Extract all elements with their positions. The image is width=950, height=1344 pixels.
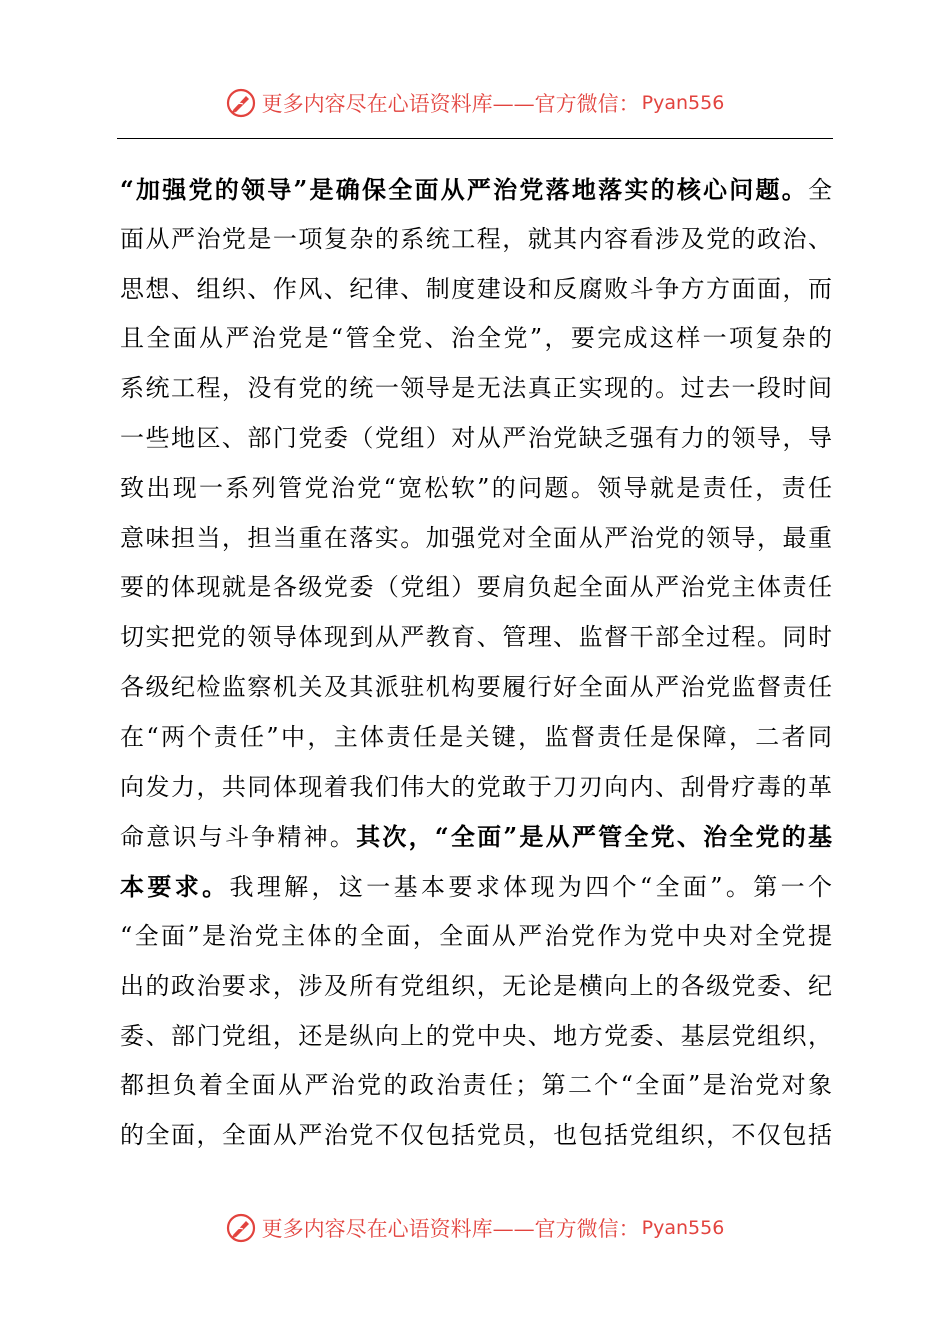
text-line [120,464,832,514]
text-line [120,763,832,813]
text-line [120,265,832,315]
text-run: 我理解，这一基本要求体现为四个“全面”。第一个 [229,873,832,902]
text-run: 致出现一系列管党治党“宽松软”的问题。领导就是责任，责任 [120,473,832,502]
text-run: “全面”是治党主体的全面，全面从严治党作为党中央对全党提 [120,921,832,950]
text-line [120,414,832,464]
header-divider [117,138,833,139]
text-run: 各级纪检监察机关及其派驻机构要履行好全面从严治党监督责任 [120,672,832,701]
text-line [120,514,832,564]
text-run: 面从严治党是一项复杂的系统工程，就其内容看涉及党的政治、 [120,224,832,253]
text-run: 且全面从严治党是“管全党、治全党”，要完成这样一项复杂的 [120,324,832,353]
text-line [120,364,832,414]
text-run: 在“两个责任”中，主体责任是关键，监督责任是保障，二者同 [120,722,832,751]
bold-text-run: 其次，“全面”是从严管全党、治全党的基 [356,822,832,852]
footer-banner [0,1203,950,1253]
text-line [120,563,832,613]
footer-banner-id: Pyan556 [641,1217,725,1239]
text-line [120,215,832,265]
pen-logo-icon [226,88,256,118]
text-line [120,663,832,713]
text-run: 都担负着全面从严治党的政治责任；第二个“全面”是治党对象 [120,1071,832,1100]
text-line [120,1111,832,1161]
text-run: 要的体现就是各级党委（党组）要肩负起全面从严治党主体责任 [120,573,832,602]
text-run: 向发力，共同体现着我们伟大的党敢于刀刃向内、刮骨疗毒的革 [120,772,832,801]
text-run: 命意识与斗争精神。 [120,823,357,852]
text-line [120,314,832,364]
text-run: 系统工程，没有党的统一领导是无法真正实现的。过去一段时间 [120,374,832,403]
text-line [120,862,832,912]
text-run: 切实把党的领导体现到从严教育、管理、监督干部全过程。同时 [120,623,832,652]
text-line [120,713,832,763]
text-run: 出的政治要求，涉及所有党组织，无论是横向上的各级党委、纪 [120,971,832,1000]
text-line [120,962,832,1012]
text-run: 全 [808,176,832,204]
text-run: 意味担当，担当重在落实。加强党对全面从严治党的领导，最重 [120,523,832,552]
header-banner-text: 更多内容尽在心语资料库——官方微信： [261,92,640,116]
bold-text-run: “加强党的领导”是确保全面从严治党落地落实的核心问题。 [120,175,808,204]
text-line [120,165,832,215]
text-run: 思想、组织、作风、纪律、制度建设和反腐败斗争方方面面，而 [120,274,832,303]
text-line [120,613,832,663]
text-line [120,912,832,962]
footer-banner-text: 更多内容尽在心语资料库——官方微信： [261,1217,640,1241]
text-line [120,1061,832,1111]
bold-text-run: 本要求。 [120,872,230,902]
document-body [120,165,832,1161]
text-line [120,1012,832,1062]
text-run: 的全面，全面从严治党不仅包括党员，也包括党组织，不仅包括 [120,1121,832,1150]
text-run: 委、部门党组，还是纵向上的党中央、地方党委、基层党组织， [120,1021,832,1050]
text-line [120,812,832,862]
header-banner [0,78,950,128]
header-banner-id: Pyan556 [641,92,725,114]
pen-logo-icon [226,1213,256,1243]
text-run: 一些地区、部门党委（党组）对从严治党缺乏强有力的领导，导 [120,423,832,452]
